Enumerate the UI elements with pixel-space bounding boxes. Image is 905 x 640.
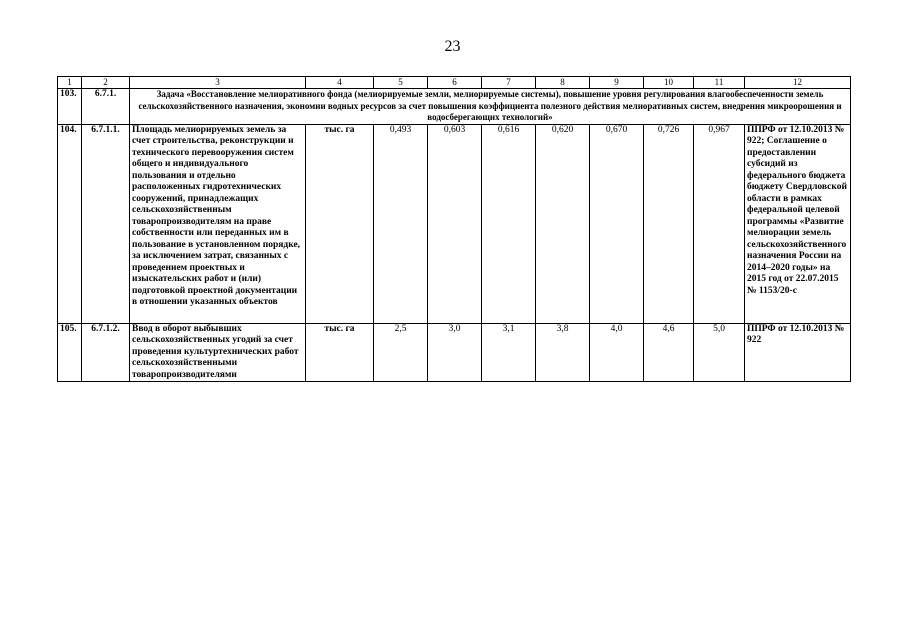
unit-cell: тыс. га: [306, 323, 374, 382]
table-row: [58, 124, 851, 323]
value-cell: 0,620: [536, 124, 590, 323]
row-number: 104.: [58, 124, 82, 323]
value-cell: 0,670: [590, 124, 644, 323]
value-cell: 0,616: [482, 124, 536, 323]
source-cell: ППРФ от 12.10.2013 № 922; Соглашение о предоставлении субсидий из федерального бюджета бюджету Свердловской области в рамках федеральной целевой программы «Развитие мелиорации земель сельскохозяйственного назначения России на 2014–2020 годы» на 2015 год от 22.07.2015 № 1153/20-с: [745, 124, 851, 323]
row-number: 105.: [58, 323, 82, 382]
column-number: 7: [482, 77, 536, 89]
value-cell: 0,603: [428, 124, 482, 323]
value-cell: 3,8: [536, 323, 590, 382]
column-number: 8: [536, 77, 590, 89]
indicator-name: Ввод в оборот выбывших сельскохозяйственных угодий за счет проведения культуртехнических работ сельскохозяйственными товаропроизводителями: [130, 323, 306, 382]
column-number: 4: [306, 77, 374, 89]
column-number: 3: [130, 77, 306, 89]
indicators-table: [57, 76, 851, 382]
task-row: [58, 89, 851, 125]
column-number: 5: [374, 77, 428, 89]
row-code: 6.7.1.2.: [82, 323, 130, 382]
task-description: Задача «Восстановление мелиоративного фонда (мелиорируемые земли, мелиорируемые системы), повышение уровня регулирования влагообеспеченности земель сельскохозяйственного назначения, экономии водных ресурсов за счет повышения коэффициента полезного действия мелиоративных систем, внедрения микроорошения и водосберегающих технологий»: [130, 89, 851, 125]
column-number: 6: [428, 77, 482, 89]
value-cell: 5,0: [694, 323, 745, 382]
value-cell: 4,0: [590, 323, 644, 382]
value-cell: 0,493: [374, 124, 428, 323]
page-number: 23: [444, 38, 461, 55]
indicator-name: Площадь мелиорируемых земель за счет строительства, реконструкции и технического перевооружения систем общего и индивидуального пользования и отдельно расположенных гидротехнических сооружений, принадлежащих сельскохозяйственным товаропроизводителям на праве собственности или переданных им в пользование в установленном порядке, за исключением затрат, связанных с проведением проектных и изыскательских работ и (или) подготовкой проектной документации в отношении указанных объектов: [130, 124, 306, 323]
source-cell: ППРФ от 12.10.2013 № 922: [745, 323, 851, 382]
column-number: 10: [644, 77, 694, 89]
unit-cell: тыс. га: [306, 124, 374, 323]
value-cell: 3,0: [428, 323, 482, 382]
column-number: 11: [694, 77, 745, 89]
value-cell: 0,967: [694, 124, 745, 323]
column-number: 1: [58, 77, 82, 89]
value-cell: 4,6: [644, 323, 694, 382]
row-code: 6.7.1.1.: [82, 124, 130, 323]
table-row: [58, 323, 851, 382]
row-number: 103.: [58, 89, 82, 125]
value-cell: 0,726: [644, 124, 694, 323]
column-number-row: [58, 77, 851, 89]
column-number: 2: [82, 77, 130, 89]
column-number: 12: [745, 77, 851, 89]
row-code: 6.7.1.: [82, 89, 130, 125]
value-cell: 3,1: [482, 323, 536, 382]
value-cell: 2,5: [374, 323, 428, 382]
column-number: 9: [590, 77, 644, 89]
